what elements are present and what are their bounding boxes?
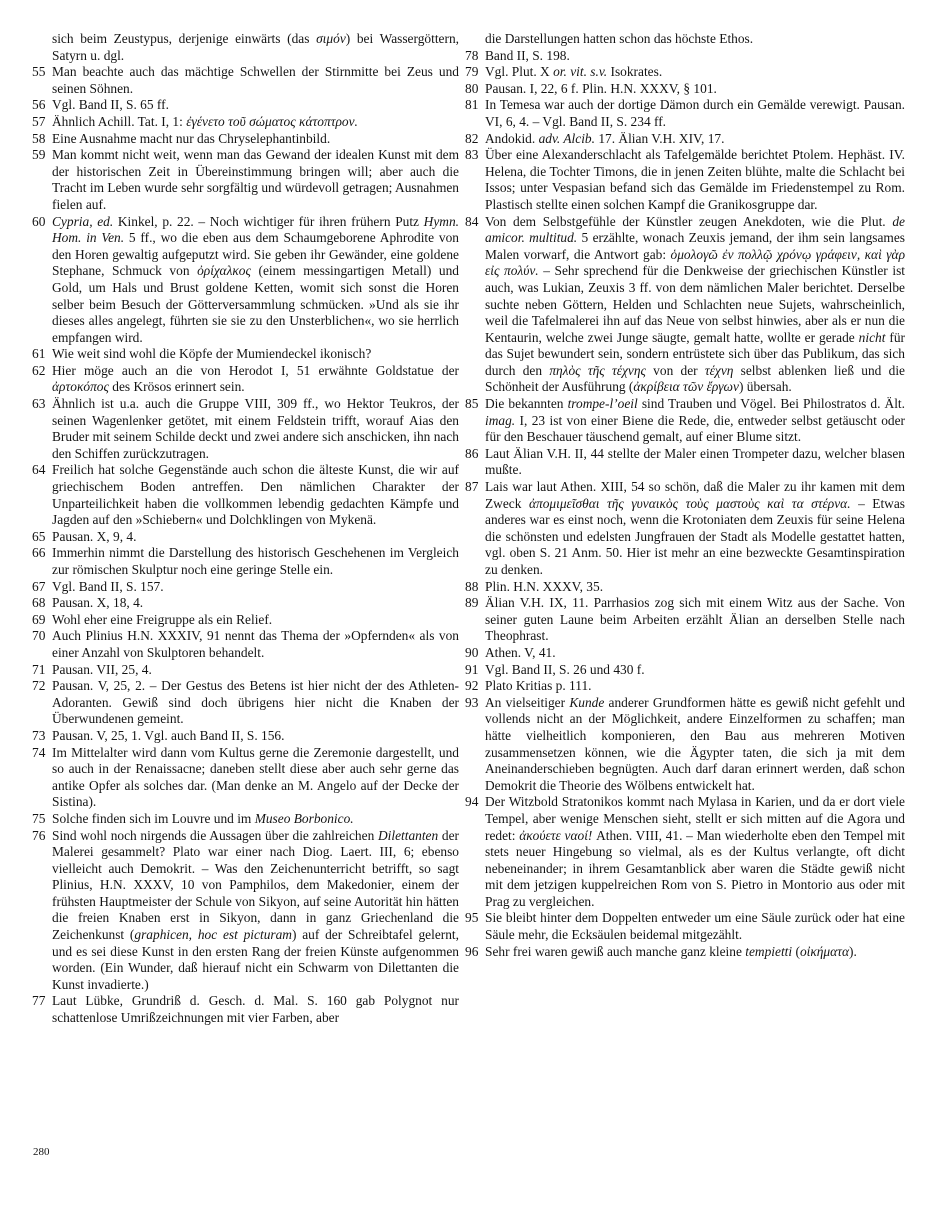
text-run: Die bekannten — [485, 396, 568, 412]
italic-run: ἀρτοκόπος — [52, 379, 109, 395]
footnote-text — [52, 31, 459, 64]
italic-run: ὀρίχαλκος — [197, 263, 251, 279]
footnote-81 — [465, 97, 905, 130]
footnote-number: 58 — [32, 130, 46, 146]
footnote-58 — [32, 131, 459, 148]
footnote-text — [485, 131, 905, 148]
footnote-number: 94 — [465, 794, 479, 810]
footnote-62 — [32, 363, 459, 396]
footnote-text — [485, 645, 905, 662]
footnote-number: 69 — [32, 611, 46, 627]
footnote-text — [52, 114, 459, 131]
text-run: Vgl. Band II, S. 157. — [52, 578, 164, 594]
italic-run: trompe-l’oeil — [567, 396, 638, 412]
italic-run: adv. Alcib. — [538, 130, 595, 146]
footnote-number: 56 — [32, 97, 46, 113]
footnote-number: 86 — [465, 445, 479, 461]
text-run: Eine Ausnahme macht nur das Chryselephantinbild. — [52, 130, 331, 146]
footnote-text — [485, 147, 905, 213]
text-run: Über eine Alexanderschlacht als Tafelgemälde berichtet Ptolem. Hephäst. IV. Helena, die Tochter Timons, die in jenen Zeiten blühte, malte die Schlacht bei Issos; unter Vespasian befand sich das Gemälde im Friedenstempel zu Rom. Plastisch stellte einen solchen Kampf die Granikosgruppe dar. — [485, 147, 905, 212]
footnote-number: 59 — [32, 147, 46, 163]
text-run: 17. Älian V.H. XIV, 17. — [594, 130, 725, 146]
footnote-text — [485, 479, 905, 579]
text-run: Pausan. V, 25, 2. – Der Gestus des Betens ist hier nicht der des Athleten-Adoranten. Gewiß sind doch übrigens hier nicht die Knaben der Überwundenen gemeint. — [52, 678, 459, 727]
footnote-number: 95 — [465, 910, 479, 926]
text-run: – Sehr sprechend für die Denkweise der griechischen Künstler ist auch, was Lukian, Zeuxis 3 ff. von dem nämlichen Maler berichtet. Derselbe suchte neben Göttern, Helden und Schlachten neue Sujets, wahrscheinlich, weil die Tafelmalerei ihn auf das Neue von selbst hinwies, aber als er nun die Kentaurin, welche zwei Junge säugte, gemalt hatte, wollte er gerade — [485, 263, 905, 345]
footnote-text — [485, 910, 905, 943]
footnote-66 — [32, 545, 459, 578]
italic-run: ἀκούετε ναοί! — [519, 827, 593, 843]
italic-run: σιμόν — [316, 31, 346, 46]
footnote-continuation-right — [465, 31, 905, 48]
footnote-text — [52, 993, 459, 1026]
text-run: Man kommt nicht weit, wenn man das Gewand der idealen Kunst mit dem der historischen Zeit in Übereinstimmung bringen will; aber auch die Tracht im Leben wurde sehr sorgfältig und würdevoll getragen; Ausnahmen fielen auf. — [52, 147, 459, 212]
text-run: An vielseitiger — [485, 694, 570, 710]
footnote-56 — [32, 97, 459, 114]
footnote-77 — [32, 993, 459, 1026]
footnote-text — [485, 662, 905, 679]
text-run: 5 ff., wo die eben aus dem Schaumgeborene Aphrodite von den Horen gewaltig aufgeputzt wird. Sie geben ihr Gewänder, eine goldene Stephane, Schmuck von — [52, 230, 459, 279]
footnote-text — [52, 662, 459, 679]
text-run: Lais war laut Athen. XIII, 54 so schön, daß die Maler zu ihr kamen mit dem Zweck — [485, 479, 905, 511]
text-run: Auch Plinius H.N. XXXIV, 91 nennt das Thema der »Opfernden« als von einer Anzahl von Skulptoren behandelt. — [52, 628, 459, 660]
italic-run: nicht — [858, 329, 886, 345]
footnote-number: 84 — [465, 213, 479, 229]
text-run: ) bei Wassergöttern, Satyrn u. dgl. — [52, 31, 459, 63]
text-run: ). — [849, 943, 857, 959]
footnote-number: 81 — [465, 97, 479, 113]
text-run: selbst ablenken ließ und die Schönheit der Ausführung ( — [485, 362, 905, 395]
footnote-text — [52, 97, 459, 114]
text-run: (einem messingartigen Metall) und Gold, um Hals und Brust goldene Ketten, womit sich sonst die Horen selber beim Besuch der Götterversammlung schmücken. »Und als sie ihr dieses alles angelegt, führten sie sie zu den Unsterblichen«, wo sie herrlich empfangen wird. — [52, 263, 459, 345]
footnote-76 — [32, 828, 459, 994]
two-column-layout — [32, 31, 905, 1027]
footnote-text — [52, 612, 459, 629]
footnote-number: 57 — [32, 113, 46, 129]
text-run: Pausan. I, 22, 6 f. Plin. H.N. XXXV, § 101. — [485, 80, 717, 96]
footnote-text — [52, 579, 459, 596]
footnote-88 — [465, 579, 905, 596]
footnote-72 — [32, 678, 459, 728]
text-run: Plin. H.N. XXXV, 35. — [485, 578, 604, 594]
text-run: Sehr frei waren gewiß auch manche ganz kleine — [485, 943, 746, 959]
text-run: Wie weit sind wohl die Köpfe der Mumiendeckel ikonisch? — [52, 346, 372, 362]
text-run: Der Witzbold Stratonikos kommt nach Mylasa in Karien, und da er dort viele Tempel, aber wenige Menschen sieht, stellt er sich mitten auf die Agora und redet: — [485, 794, 905, 843]
footnote-text — [52, 462, 459, 528]
text-run: sich beim Zeustypus, derjenige einwärts (das — [52, 31, 317, 46]
footnote-60 — [32, 214, 459, 347]
footnote-text — [52, 728, 459, 745]
footnote-text — [485, 48, 905, 65]
text-run: Pausan. V, 25, 1. Vgl. auch Band II, S. 156. — [52, 727, 285, 743]
footnote-text — [485, 944, 905, 961]
text-run: In Temesa war auch der dortige Dämon durch ein Gemälde verewigt. Pausan. VI, 6, 4. – Vgl. Band II, S. 234 ff. — [485, 97, 905, 129]
italic-run: ἀπομιμεῖσθαι τῆς γυναικὸς τοὺς μαστοὺς καὶ τα στέρνα. — [528, 495, 851, 511]
footnote-text — [485, 678, 905, 695]
footnote-text — [52, 628, 459, 661]
footnote-number: 90 — [465, 644, 479, 660]
text-run: ( — [792, 943, 800, 959]
footnote-number: 70 — [32, 628, 46, 644]
footnote-number: 75 — [32, 810, 46, 826]
footnote-number: 65 — [32, 528, 46, 544]
text-run: Sie bleibt hinter dem Doppelten entweder um eine Säule zurück oder hat eine Säule mehr, die Ecksäulen beidemal mitgezählt. — [485, 910, 905, 943]
footnote-number: 96 — [465, 943, 479, 959]
footnote-number: 64 — [32, 462, 46, 478]
footnote-number: 91 — [465, 661, 479, 677]
text-run: Im Mittelalter wird dann vom Kultus gerne die Zeremonie dargestellt, und so auch in der Renaissacne; daneben stellt diese aber auch sehr gerne das antike Opfer als solches dar. (Man denke an M. Angelo auf der Decke der Sistina). — [52, 744, 459, 810]
italic-run: ἐγένετο τοῦ σώματος κάτοπτρον. — [186, 113, 358, 129]
footnote-57 — [32, 114, 459, 131]
footnote-number: 92 — [465, 678, 479, 694]
italic-run: Kunde — [569, 694, 605, 710]
footnote-71 — [32, 662, 459, 679]
footnote-85 — [465, 396, 905, 446]
footnote-number — [465, 31, 485, 48]
footnotes-column-right — [465, 31, 905, 1027]
text-run: ) auf der Schreibtafel gelernt, und es sei diese Kunst in den ersten Rang der freien Künste aufgenommen worden. (Ein Wunder, daß hierauf nicht ein Schwarm von Dilettanten die Kunst invadierte.) — [52, 927, 459, 992]
italic-run: ἀκρίβεια τῶν ἔργων — [633, 379, 739, 395]
text-run: Athen. VIII, 41. – Man wiederholte eben den Tempel mit stets neuer Hingebung so vielmal, als es der Kultus verlangte, oft dicht nebeneinander; in ihrem Gesamtanblick aber waren die Städte gewiß nicht mit dem jetzigen kuppelreichen Rom von S. Pietro in Montorio aus oder mit Prag zu vergleichen. — [485, 827, 905, 909]
text-run: Sind wohl noch nirgends die Aussagen über die zahlreichen — [52, 827, 378, 843]
footnote-93 — [465, 695, 905, 795]
footnote-59 — [32, 147, 459, 213]
text-run: Ähnlich ist u.a. auch die Gruppe VIII, 309 ff., wo Hektor Teukros, der seinen Wagenlenker getötet, mit einem Feldstein trifft, worauf Aias den Bruder mit seinem Schilde deckt und zwei andere sich anschicken, ihn nach den Schiffen zurückzutragen. — [52, 396, 459, 461]
footnote-90 — [465, 645, 905, 662]
footnote-number — [32, 31, 52, 64]
footnote-75 — [32, 811, 459, 828]
footnote-number: 61 — [32, 346, 46, 362]
footnote-text — [485, 214, 905, 397]
footnote-number: 79 — [465, 64, 479, 80]
text-run: Vgl. Plut. X — [485, 64, 554, 80]
footnote-number: 78 — [465, 47, 479, 63]
footnote-text — [485, 446, 905, 479]
footnote-80 — [465, 81, 905, 98]
footnote-83 — [465, 147, 905, 213]
footnote-number: 72 — [32, 678, 46, 694]
text-run: Freilich hat solche Gegenstände auch schon die älteste Kunst, die wir auf griechischem Boden antreffen. Den nämlichen Charakter der Unparteilichkeit haben die vollkommen lebendig gedachten Kämpfe und Jagden auf den »Schiebern« und Dolchklingen von Mykenä. — [52, 462, 459, 528]
footnote-number: 68 — [32, 595, 46, 611]
footnote-text — [52, 828, 459, 994]
footnote-61 — [32, 346, 459, 363]
footnote-69 — [32, 612, 459, 629]
footnote-text — [52, 64, 459, 97]
text-run: Pausan. VII, 25, 4. — [52, 661, 152, 677]
text-run: Von dem Selbstgefühle der Künstler zeugen Anekdoten, wie die Plut. — [485, 213, 893, 229]
footnote-number: 62 — [32, 362, 46, 378]
footnote-95 — [465, 910, 905, 943]
footnote-text — [52, 811, 459, 828]
footnote-number: 74 — [32, 744, 46, 760]
footnote-text — [485, 97, 905, 130]
italic-run: de amicor. multitud. — [485, 213, 905, 246]
footnotes-column-left — [32, 31, 459, 1027]
footnote-55 — [32, 64, 459, 97]
italic-run: Museo Borbonico. — [254, 810, 354, 826]
italic-run: Cypria, ed. — [52, 213, 114, 229]
text-run: Älian V.H. IX, 11. Parrhasios zog sich mit einem Witz aus der Sache. Von seiner guten Laune beim Arbeiten erzählt Älian an derselben Stelle nach Theophrast. — [485, 595, 905, 644]
footnote-text — [485, 794, 905, 910]
page-number: 280 — [33, 1146, 50, 1158]
text-run: Man beachte auch das mächtige Schwellen der Stirnmitte bei Zeus und seinen Söhnen. — [52, 64, 459, 96]
text-run: Isokrates. — [607, 64, 663, 80]
footnote-number: 73 — [32, 727, 46, 743]
footnote-text — [52, 346, 459, 363]
footnote-text — [485, 81, 905, 98]
text-run: die Darstellungen hatten schon das höchste Ethos. — [485, 31, 754, 46]
text-run: für das Sujet bewundert sein, sondern entrüstete sich über das Publikum, das sich durch den — [485, 329, 905, 378]
text-run: Immerhin nimmt die Darstellung des historisch Geschehenen im Vergleich zur römischen Skulptur noch eine geringe Stelle ein. — [52, 545, 459, 577]
footnote-text — [485, 579, 905, 596]
text-run: Laut Lübke, Grundriß d. Gesch. d. Mal. S. 160 gab Polygnot nur schattenlose Umrißzeichnungen mit vier Farben, aber — [52, 993, 459, 1026]
text-run: Athen. V, 41. — [485, 644, 556, 660]
text-run: anderer Grundformen hätte es gewiß nicht gefehlt und vollends nicht an der Möglichkeit, andere Einzelformen zu schaffen; man hätte vielheitlich komponieren, den Bau aus mehreren Motiven zusammensetzen können, wie die Ägypter taten, die sich ja mit dem Aneinanderschieben begnügten. Auch darf daran erinnert werden, daß schon Demokrit die Theorie des Wölbens entwickelt hat. — [485, 694, 906, 793]
footnote-text — [52, 147, 459, 213]
italic-run: imag. — [485, 412, 516, 428]
footnote-text — [485, 64, 905, 81]
footnote-92 — [465, 678, 905, 695]
footnote-text — [52, 595, 459, 612]
footnote-91 — [465, 662, 905, 679]
footnote-number: 88 — [465, 578, 479, 594]
footnote-70 — [32, 628, 459, 661]
footnote-continuation-left — [32, 31, 459, 64]
footnote-number: 67 — [32, 578, 46, 594]
text-run: von der — [645, 362, 705, 378]
footnote-text — [52, 529, 459, 546]
text-run: Pausan. X, 18, 4. — [52, 595, 144, 611]
footnote-73 — [32, 728, 459, 745]
footnote-78 — [465, 48, 905, 65]
italic-run: τέχνη — [704, 362, 734, 378]
text-run: Plato Kritias p. 111. — [485, 678, 592, 694]
text-run: 5 erzählte, wonach Zeuxis jemand, der ihm sein langsames Malen vorwarf, die Antwort gab: — [485, 230, 905, 262]
footnote-82 — [465, 131, 905, 148]
footnote-text — [52, 363, 459, 396]
text-run: – Etwas anderes war es einst noch, wenn die Krotoniaten dem Zeuxis für seine Helena die schönsten und edelsten Jungfrauen der Stadt als Modelle gestattet hatten, vgl. oben S. 21 Anm. 50. Hier ist mehr an eine bezweckte Gesamtinspiration zu denken. — [485, 495, 905, 577]
italic-run: Hymn. Hom. in Ven. — [52, 213, 459, 246]
footnote-text — [485, 31, 905, 48]
footnote-number: 93 — [465, 694, 479, 710]
text-run: Andokid. — [485, 130, 539, 146]
text-run: Solche finden sich im Louvre und im — [52, 810, 255, 826]
footnote-63 — [32, 396, 459, 462]
footnote-number: 82 — [465, 130, 479, 146]
footnote-text — [52, 214, 459, 347]
text-run: Wohl eher eine Freigruppe als ein Relief. — [52, 611, 273, 627]
footnote-96 — [465, 944, 905, 961]
footnote-65 — [32, 529, 459, 546]
footnote-text — [485, 396, 905, 446]
footnote-number: 60 — [32, 213, 46, 229]
italic-run: ὁμολογῶ ἐν πολλῷ χρόνῳ γράφειν, καὶ γὰρ εἰς πολύν. — [485, 246, 905, 279]
italic-run: graphicen, hoc est picturam — [134, 927, 292, 943]
footnote-text — [52, 745, 459, 811]
footnote-94 — [465, 794, 905, 910]
footnote-86 — [465, 446, 905, 479]
footnote-text — [52, 131, 459, 148]
text-run: Vgl. Band II, S. 26 und 430 f. — [485, 661, 645, 677]
footnote-64 — [32, 462, 459, 528]
footnote-74 — [32, 745, 459, 811]
text-run: I, 23 ist von einer Biene die Rede, die, entweder selbst getäuscht oder für den Beschauer täuschend gemalt, auf einer Blume sitzt. — [485, 412, 905, 445]
footnote-text — [52, 396, 459, 462]
footnote-number: 80 — [465, 80, 479, 96]
text-run: sind Trauben und Vögel. Bei Philostratos d. Ält. — [637, 396, 905, 412]
text-run: ) übersah. — [738, 379, 792, 395]
text-run: Kinkel, p. 22. – Noch wichtiger für ihren frühern Putz — [113, 213, 424, 229]
footnote-number: 87 — [465, 479, 479, 495]
text-run: Band II, S. 198. — [485, 47, 570, 63]
italic-run: Dilettanten — [377, 827, 439, 843]
text-run: Hier möge auch an die von Herodot I, 51 erwähnte Goldstatue der — [52, 362, 459, 378]
footnote-text — [52, 545, 459, 578]
text-run: Ähnlich Achill. Tat. I, 1: — [52, 113, 187, 129]
footnote-67 — [32, 579, 459, 596]
italic-run: πηλὸς τῆς τέχνης — [549, 362, 646, 378]
italic-run: οἰκήματα — [799, 943, 849, 959]
footnote-79 — [465, 64, 905, 81]
footnote-number: 89 — [465, 595, 479, 611]
footnote-number: 83 — [465, 147, 479, 163]
footnote-number: 76 — [32, 827, 46, 843]
footnote-text — [485, 595, 905, 645]
italic-run: tempietti — [745, 943, 793, 959]
footnote-number: 63 — [32, 396, 46, 412]
text-run: Laut Älian V.H. II, 44 stellte der Maler einen Trompeter dazu, welcher blasen mußte. — [485, 445, 905, 478]
text-run: Pausan. X, 9, 4. — [52, 528, 137, 544]
footnote-87 — [465, 479, 905, 579]
footnote-number: 55 — [32, 64, 46, 80]
footnote-84 — [465, 214, 905, 397]
footnote-number: 71 — [32, 661, 46, 677]
footnote-text — [52, 678, 459, 728]
footnote-89 — [465, 595, 905, 645]
text-run: des Krösos erinnert sein. — [108, 379, 245, 395]
text-run: der Malerei gesammelt? Plato war einer nach Diog. Laert. III, 6; ebenso vielleicht auch Demokrit. – Was den Zeichenunterricht betrifft, so sagt Plinius, H.N. XXXV, 10 von Pamphilos, dem Makedonier, einem der frühsten Hauptmeister der Schule von Sikyon, auf seine Autorität hin hätten die freien Knaben erst in Sikyon, dann in ganz Griechenland die Zeichenkunst ( — [52, 827, 459, 943]
text-run: Vgl. Band II, S. 65 ff. — [52, 97, 169, 113]
footnote-number: 66 — [32, 545, 46, 561]
footnote-number: 77 — [32, 993, 46, 1009]
footnote-text — [485, 695, 905, 795]
footnote-number: 85 — [465, 396, 479, 412]
footnote-68 — [32, 595, 459, 612]
italic-run: or. vit. s.v. — [553, 64, 608, 80]
